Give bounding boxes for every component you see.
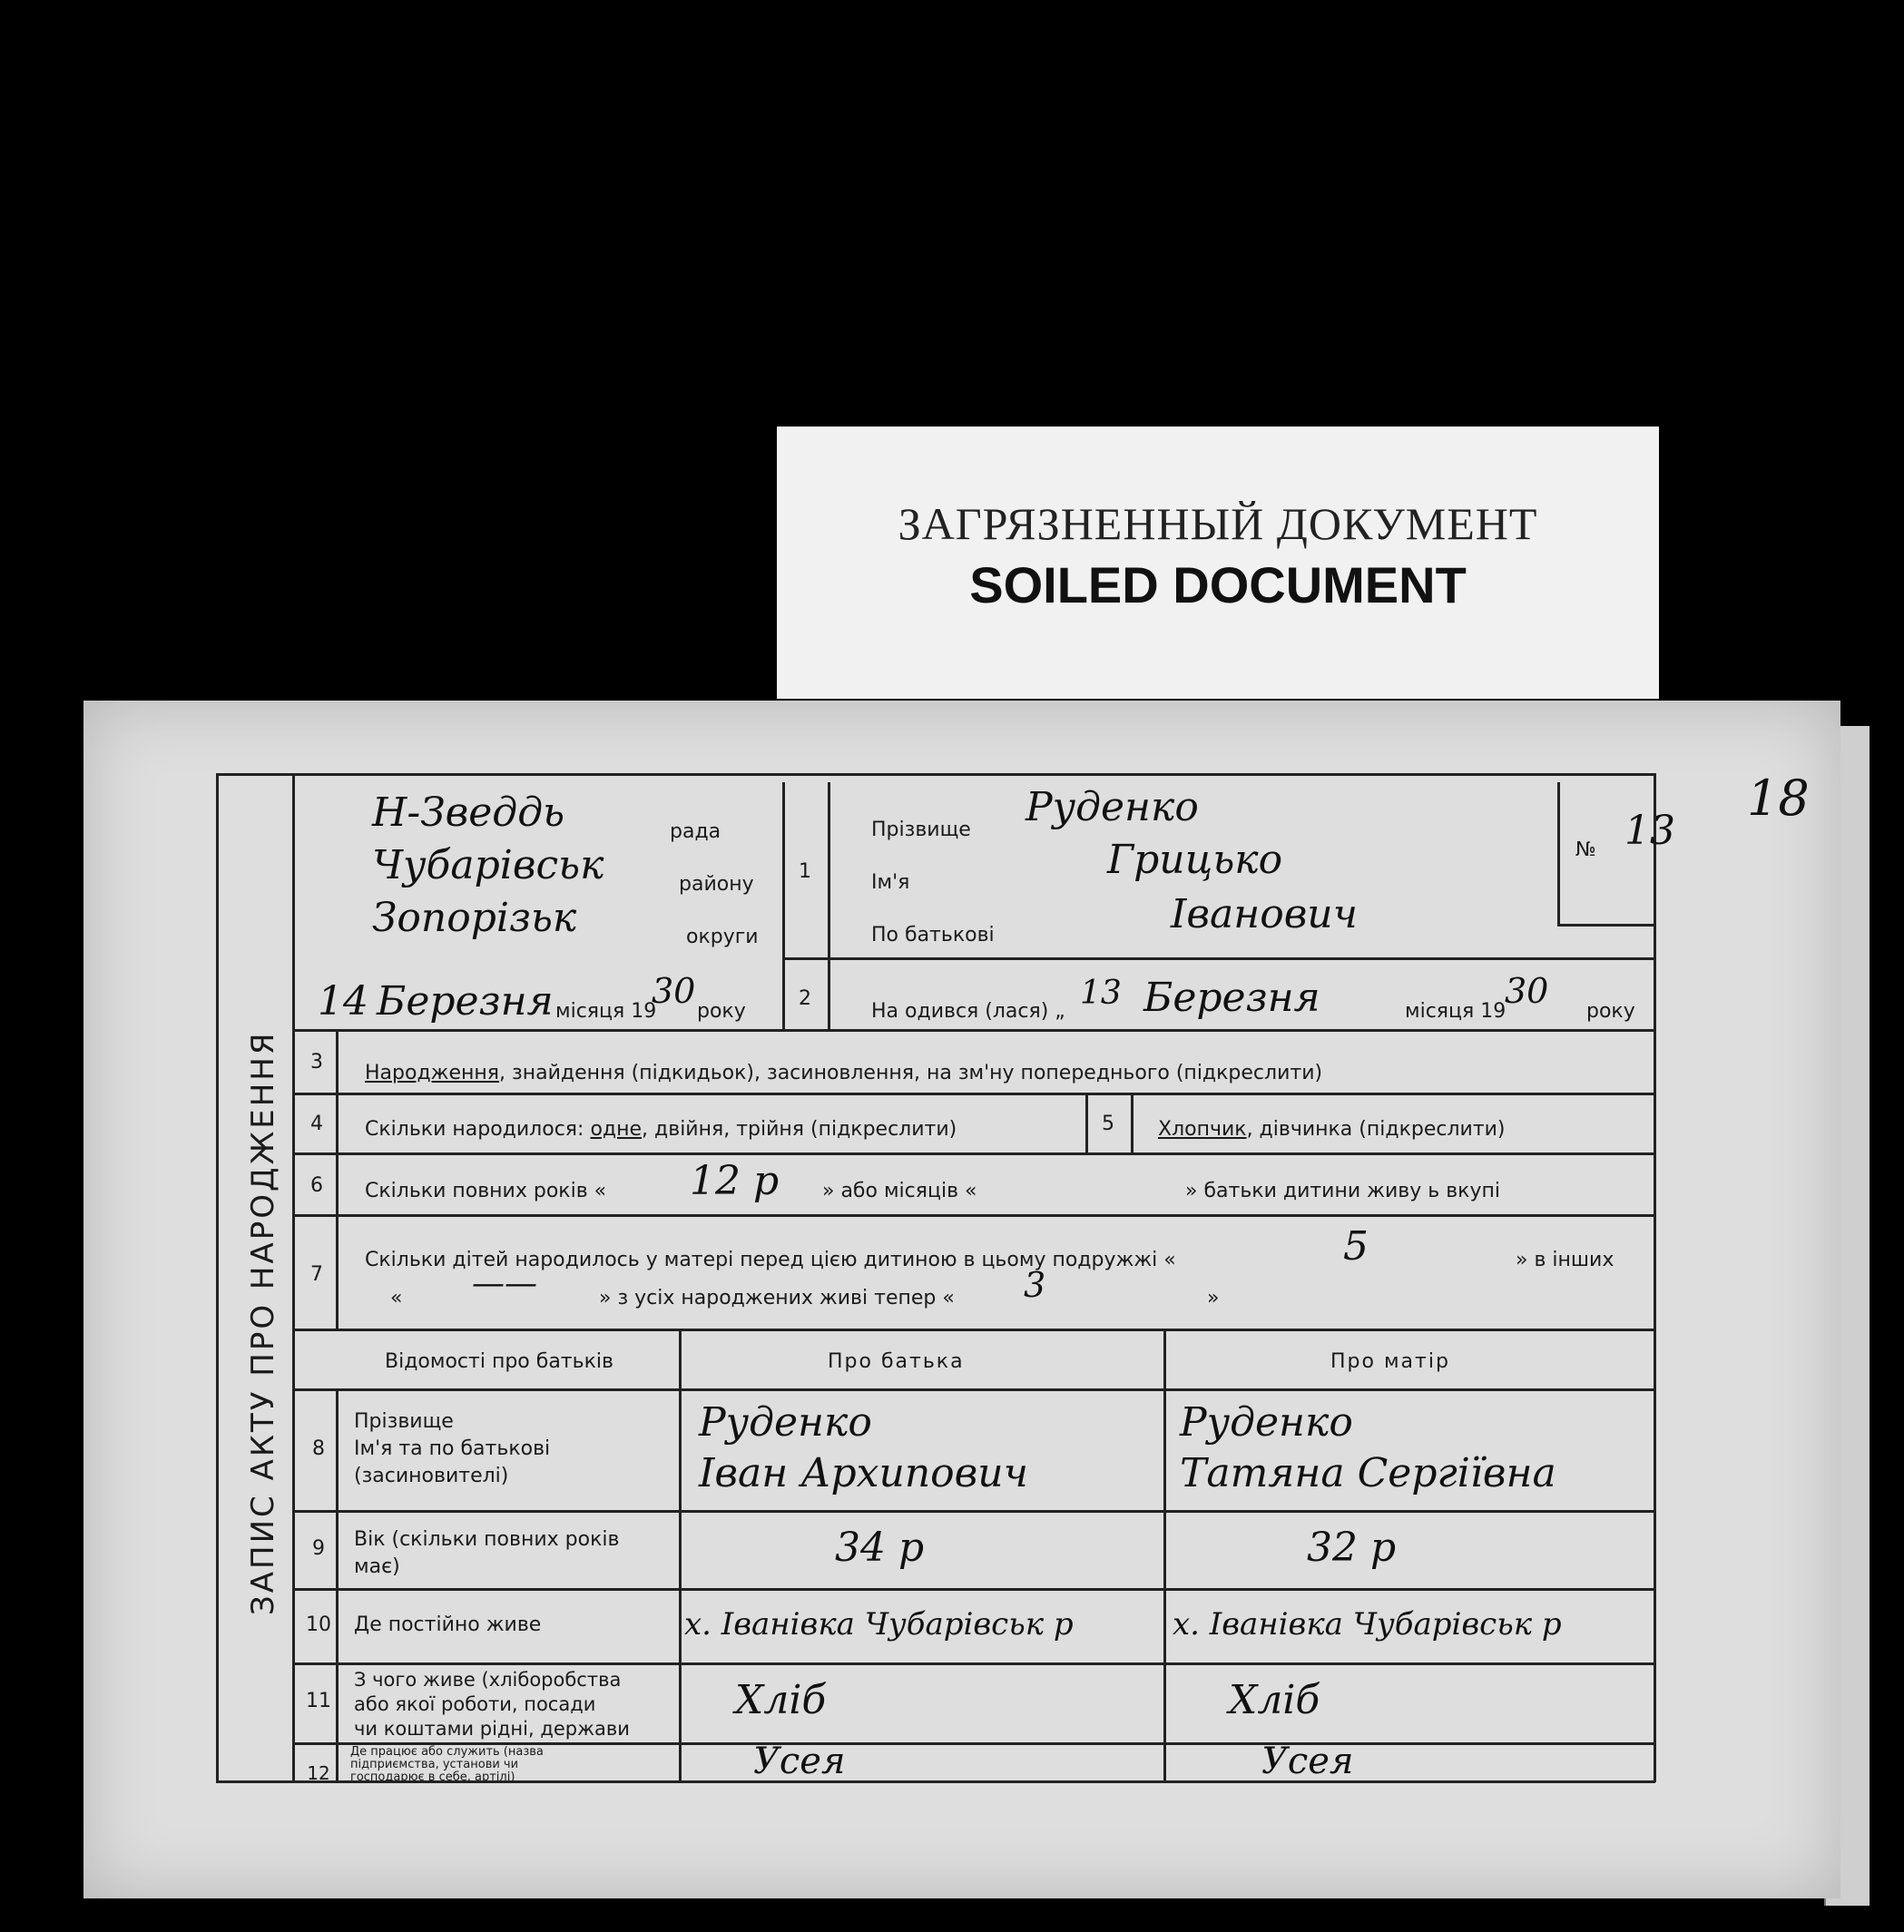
full-name-label: Прізвище Ім'я та по батькові (засиновителі)	[354, 1410, 551, 1487]
mother-full-name: Руденко Татяна Сергіївна	[1180, 1399, 1556, 1496]
mother-livelihood: Хліб	[1229, 1677, 1320, 1723]
row-number-3: 3	[310, 1051, 323, 1074]
event-type-rest: , знайдення (підкидьок), засиновлення, на зм'ну попереднього (підкреслити)	[499, 1062, 1323, 1084]
rayon-value: Чубарівськ	[372, 842, 604, 888]
row-number-6: 6	[310, 1174, 323, 1197]
row-number-9: 9	[312, 1537, 325, 1560]
row-number-12: 12	[307, 1762, 330, 1784]
soiled-document-label	[777, 427, 1659, 699]
record-number-value: 13	[1624, 808, 1675, 854]
row-number-5: 5	[1102, 1113, 1114, 1135]
surname-value: Руденко	[1026, 784, 1199, 830]
surname-label: Прізвище	[871, 819, 971, 841]
father-residence: х. Іванівка Чубарівськ р	[684, 1606, 1074, 1643]
livelihood-label: З чого живе (хліборобства або якої роботи, посади чи коштами рідні, держави	[354, 1669, 630, 1740]
registration-month-label: місяця 19	[555, 1000, 657, 1023]
children-line1-end: » в інших	[1516, 1249, 1614, 1271]
born-label: На одився (лася) „	[871, 1000, 1065, 1023]
birth-month: Березня	[1143, 975, 1320, 1021]
rayon-label: району	[679, 873, 754, 896]
children-other-marriage: ——	[472, 1265, 537, 1302]
months-label: » або місяців «	[822, 1180, 977, 1202]
parents-info-header: Відомості про батьків	[385, 1350, 613, 1373]
row-number-10: 10	[306, 1613, 331, 1636]
okruha-label: округи	[686, 926, 759, 948]
name-value: Грицько	[1107, 837, 1283, 883]
births-count-underlined: одне	[590, 1118, 643, 1141]
children-line2-mid: » з усіх народжених живі тепер «	[599, 1287, 955, 1309]
years-together-label: Скільки повних років «	[365, 1180, 607, 1202]
births-count-rest: , двійня, трійня (підкреслити)	[642, 1118, 957, 1141]
row-number-4: 4	[310, 1113, 323, 1135]
row-number-11: 11	[306, 1690, 331, 1712]
side-title: ЗАПИС АКТУ ПРО НАРОДЖЕННЯ	[245, 1030, 281, 1615]
father-header: Про батька	[828, 1350, 965, 1373]
sticker-text-ru: ЗАГРЯЗНЕННЫЙ ДОКУМЕНТ	[898, 498, 1538, 549]
child-sex	[1158, 1118, 1506, 1141]
patronymic-value: Іванович	[1171, 891, 1359, 937]
registration-month: Березня	[377, 978, 554, 1025]
father-livelihood: Хліб	[735, 1677, 827, 1723]
row-number-2: 2	[799, 987, 811, 1010]
workplace-label: Де працює або служить (назва підприємства, установи чи господарює в себе, артілі)	[350, 1745, 544, 1784]
children-line2-close: »	[1207, 1287, 1220, 1309]
child-sex-rest: , дівчинка (підкреслити)	[1246, 1118, 1506, 1141]
mother-workplace: Усея	[1261, 1741, 1354, 1782]
birth-day: 13	[1080, 975, 1122, 1012]
registration-day: 14	[318, 978, 368, 1025]
sticker-text-en: SOILED DOCUMENT	[969, 556, 1467, 613]
births-count	[365, 1118, 957, 1141]
father-workplace: Усея	[753, 1741, 846, 1782]
birth-year: 30	[1505, 971, 1549, 1011]
registration-year-label: року	[697, 1000, 746, 1023]
record-number-label: №	[1575, 839, 1596, 861]
page-number: 18	[1747, 770, 1810, 827]
row-number-8: 8	[312, 1437, 325, 1460]
rada-label: рада	[670, 820, 721, 843]
years-together-value: 12 р	[690, 1158, 780, 1204]
row-number-7: 7	[310, 1263, 323, 1286]
father-age: 34 р	[835, 1525, 925, 1571]
event-type	[365, 1062, 1322, 1084]
birth-month-label: місяця 19	[1405, 1000, 1507, 1023]
children-alive: 3	[1024, 1265, 1046, 1305]
name-label: Ім'я	[871, 871, 910, 894]
mother-age: 32 р	[1307, 1525, 1397, 1571]
row-number-1: 1	[799, 860, 811, 883]
father-full-name: Руденко Іван Архипович	[699, 1399, 1028, 1496]
residence-label: Де постійно живе	[354, 1613, 542, 1636]
children-line2-open: «	[390, 1287, 403, 1309]
births-count-label: Скільки народилося:	[365, 1118, 591, 1141]
mother-header: Про матір	[1330, 1350, 1450, 1373]
birth-year-label: року	[1586, 1000, 1635, 1023]
age-label: Вік (скільки повних років має)	[354, 1528, 620, 1578]
okruha-value: Зопорізьк	[372, 895, 577, 941]
registration-year: 30	[652, 971, 696, 1011]
parents-together-label: » батьки дитини живу ь вкупі	[1185, 1180, 1500, 1202]
mother-residence: х. Іванівка Чубарівськ р	[1173, 1606, 1562, 1643]
patronymic-label: По батькові	[871, 924, 995, 946]
child-sex-underlined: Хлопчик	[1158, 1118, 1247, 1141]
birth-record-card	[83, 701, 1840, 1898]
children-this-marriage: 5	[1343, 1223, 1369, 1270]
rada-value: Н-Зведдь	[372, 789, 565, 836]
children-line1: Скільки дітей народилось у матері перед цією дитиною в цьому подружжі «	[365, 1249, 1176, 1271]
event-birth-underlined: Народження	[365, 1062, 500, 1084]
